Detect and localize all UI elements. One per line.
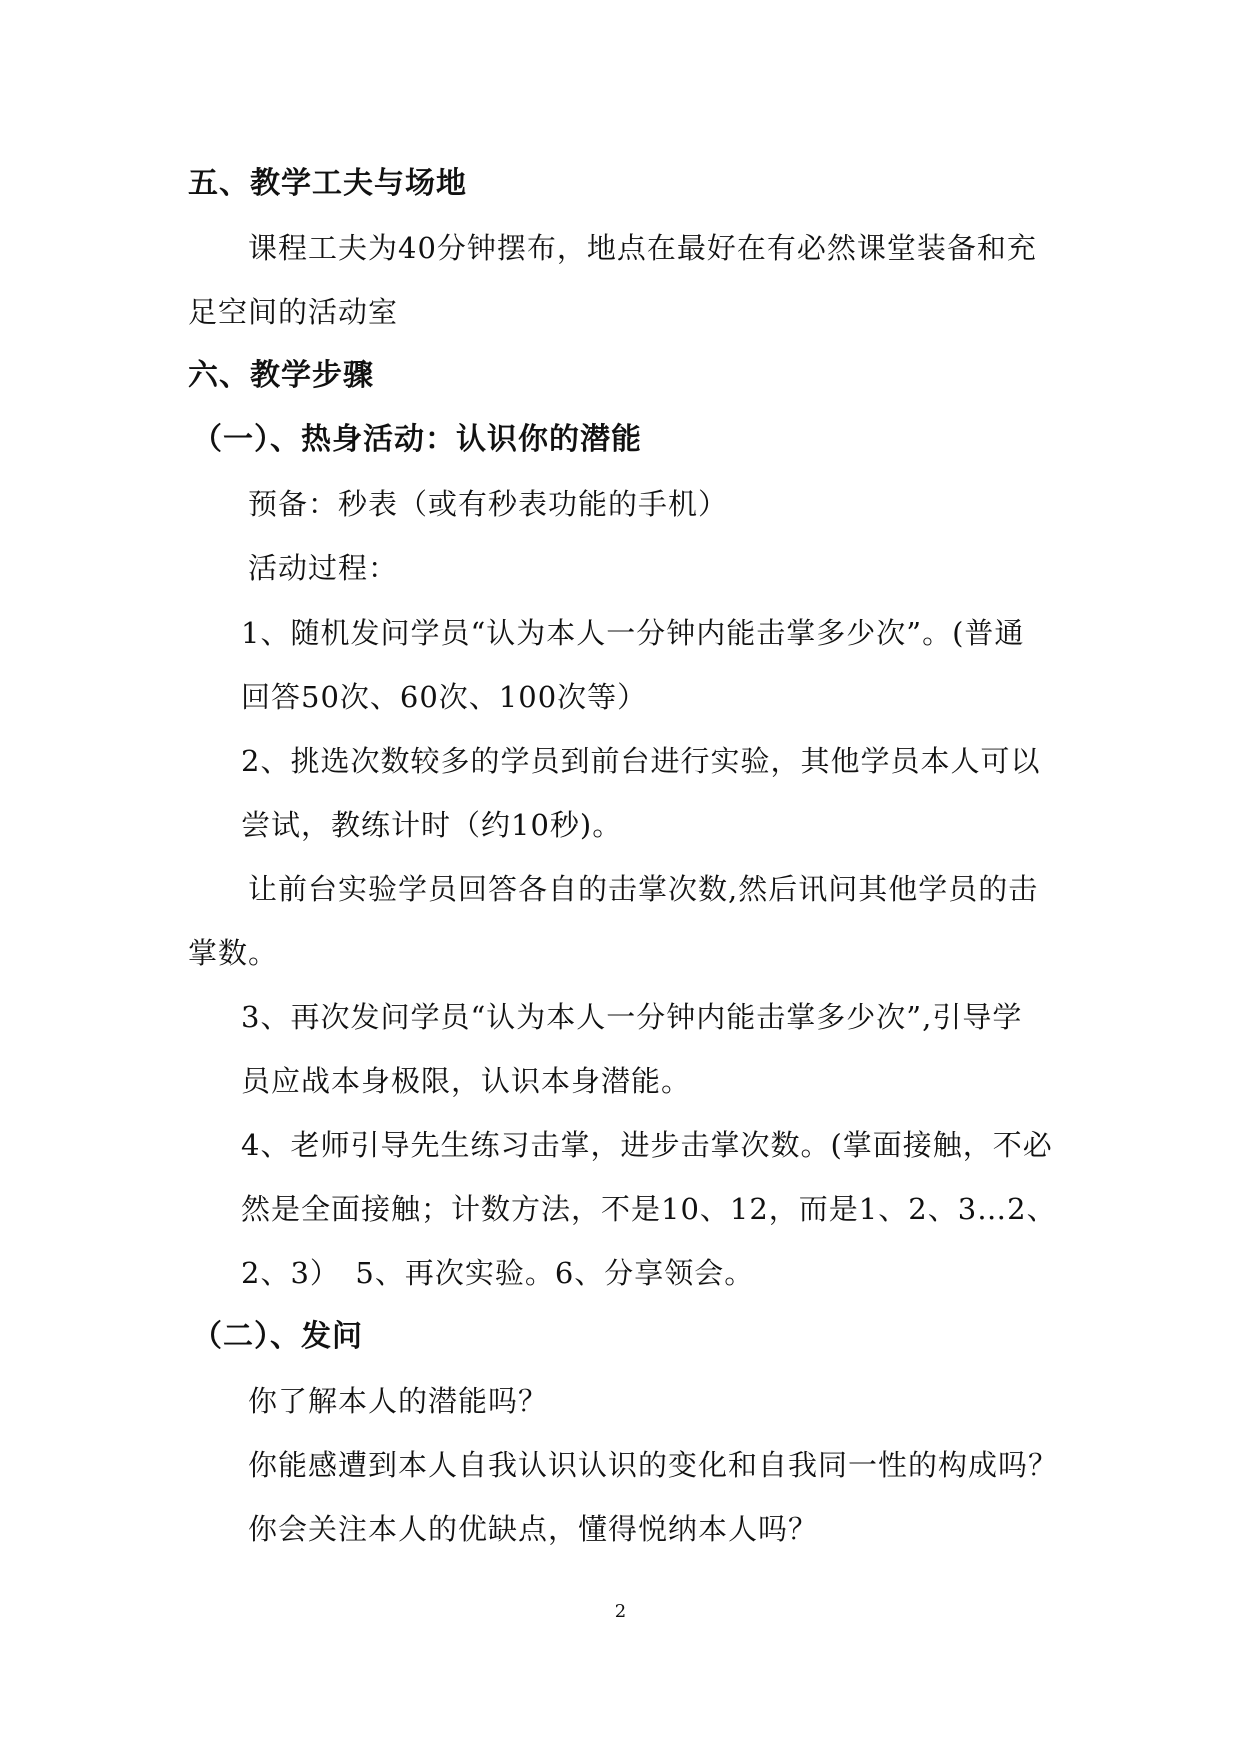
page-number: 2 xyxy=(614,1601,627,1622)
step2-line1: 2、挑选次数较多的学员到前台进行实验，其他学员本人可以 xyxy=(241,744,1041,778)
step1-line1: 1、随机发问学员“认为本人一分钟内能击掌多少次”。(普通 xyxy=(241,616,1025,650)
question-2: 你能感遭到本人自我认识认识的变化和自我同一性的构成吗？ xyxy=(248,1448,1059,1482)
section5-paragraph-line2: 足空间的活动室 xyxy=(188,295,399,329)
step4-line1: 4、老师引导先生练习击掌，进步击掌次数。(掌面接触，不必 xyxy=(241,1128,1053,1162)
step3-line2: 员应战本身极限，认识本身潜能。 xyxy=(241,1064,692,1098)
section6-heading: 六、教学步骤 xyxy=(188,358,374,393)
question-3: 你会关注本人的优缺点，懂得悦纳本人吗？ xyxy=(248,1512,819,1546)
step2-line2: 尝试，教练计时（约10秒)。 xyxy=(241,808,623,842)
subsection1-heading: （一）、热身活动：认识你的潜能 xyxy=(192,422,642,457)
step4-line3: 2、3） 5、再次实验。6、分享领会。 xyxy=(241,1256,755,1290)
question-1: 你了解本人的潜能吗？ xyxy=(248,1384,549,1418)
section5-paragraph-line1: 课程工夫为40分钟摆布，地点在最好在有必然课堂装备和充 xyxy=(248,231,1037,265)
step2b-line2: 掌数。 xyxy=(188,936,279,970)
section5-heading: 五、教学工夫与场地 xyxy=(188,166,467,201)
step3-line1: 3、再次发问学员“认为本人一分钟内能击掌多少次”,引导学 xyxy=(241,1000,1023,1034)
preparation-line: 预备：秒表（或有秒表功能的手机） xyxy=(248,487,729,521)
step2b-line1: 让前台实验学员回答各自的击掌次数,然后讯问其他学员的击 xyxy=(248,872,1039,906)
step4-line2: 然是全面接触；计数方法，不是10、12，而是1、2、3…2、 xyxy=(241,1192,1057,1226)
step1-line2: 回答50次、60次、100次等） xyxy=(241,680,648,714)
process-label: 活动过程： xyxy=(248,551,399,585)
subsection2-heading: （二）、发问 xyxy=(192,1319,363,1354)
